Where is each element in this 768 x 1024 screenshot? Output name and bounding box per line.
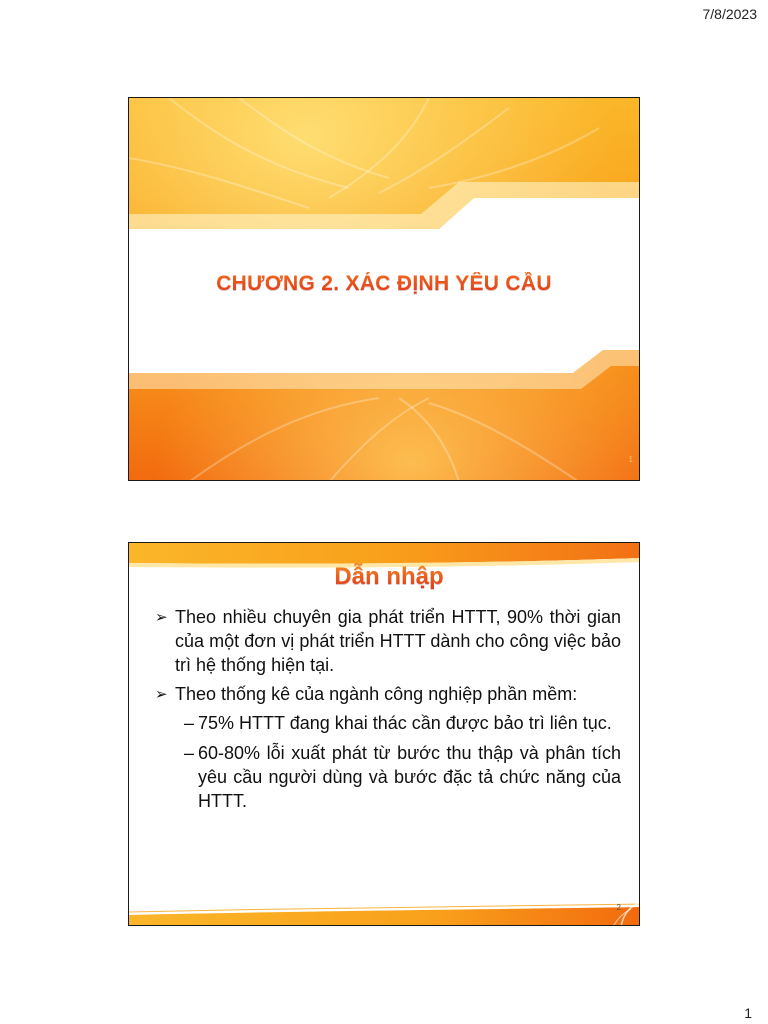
sub-bullet-marker: –: [184, 713, 195, 733]
bullet-item: [155, 605, 621, 677]
slide-2: [128, 542, 640, 926]
bullet-item: [155, 682, 621, 706]
sub-bullet-marker: –: [184, 743, 195, 763]
sub-bullet-text: 75% HTTT đang khai thác cần được bảo trì liên tục.: [198, 713, 612, 733]
slide-2-title: Dẫn nhập: [129, 563, 640, 595]
slide-1-title: CHƯƠNG 2. XÁC ĐỊNH YÊU CẦU: [129, 272, 639, 302]
bullet-text: Theo nhiều chuyên gia phát triển HTTT, 90% thời gian của một đơn vị phát triển HTTT dành cho công việc bảo trì hệ thống hiện tại.: [175, 607, 621, 675]
page-number: 1: [744, 1005, 752, 1021]
bullet-marker-icon: ➢: [155, 685, 168, 703]
bullet-marker-icon: ➢: [155, 608, 168, 626]
slide-2-content: [155, 605, 621, 819]
bullet-text: Theo thống kê của ngành công nghiệp phần mềm:: [175, 684, 578, 704]
print-date: 7/8/2023: [702, 6, 757, 22]
sub-bullet-item: [155, 711, 621, 735]
sub-bullet-text: 60-80% lỗi xuất phát từ bước thu thập và phân tích yêu cầu người dùng và bước đặc tả chức năng của HTTT.: [198, 743, 621, 811]
slide-1: [128, 97, 640, 481]
slide-1-number: 1: [628, 455, 633, 464]
sub-bullet-item: [155, 741, 621, 813]
slide-2-number: 2: [616, 903, 621, 912]
